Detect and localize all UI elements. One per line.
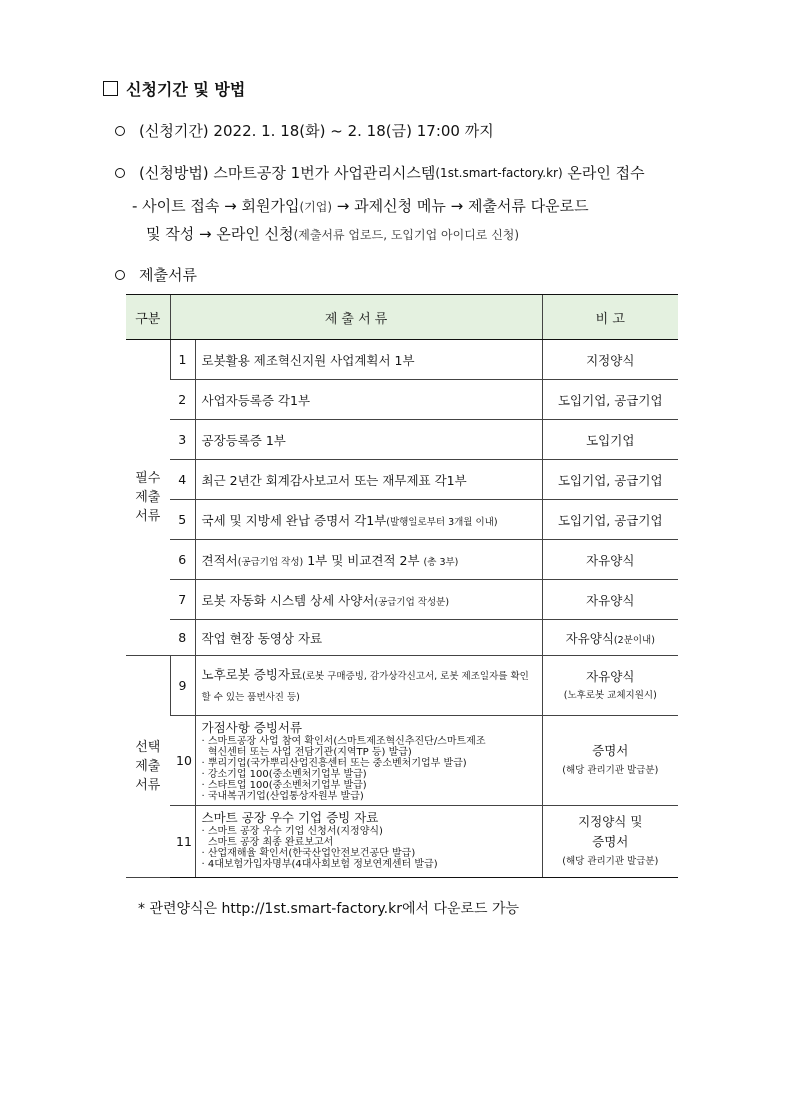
list-item: 혁신센터 또는 사업 전담기관(지역TP 등) 발급) <box>201 747 412 758</box>
section-title <box>103 77 245 100</box>
row-note: 지정양식 <box>542 340 678 380</box>
row-document-main: 노후로봇 증빙자료 <box>201 666 303 682</box>
row-document: 공장등록증 1부 <box>195 420 542 460</box>
row-document <box>195 716 542 806</box>
row-note: 도입기업, 공급기업 <box>542 500 678 540</box>
method-step1 <box>132 195 589 216</box>
list-item: · 스타트업 100(중소벤처기업부 발급) <box>201 780 367 791</box>
row-document-main: 가점사항 증빙서류 <box>201 720 303 735</box>
method-site-link[interactable]: (1st.smart-factory.kr) <box>435 165 563 180</box>
table-row <box>126 716 678 806</box>
table-row <box>126 540 678 580</box>
row-document <box>195 656 542 716</box>
row-note <box>542 806 678 878</box>
row-note-small: (노후로봇 교체지원시) <box>563 689 657 701</box>
row-note: 도입기업, 공급기업 <box>542 460 678 500</box>
row-note: 자유양식 <box>542 540 678 580</box>
required-category: 필수 제출 서류 <box>126 340 170 656</box>
method-step2 <box>146 223 519 244</box>
row-number: 2 <box>170 380 195 420</box>
row-note <box>542 620 678 656</box>
list-item: · 스마트 공장 우수 기업 신청서(지정양식) <box>201 826 383 837</box>
row-note <box>542 716 678 806</box>
list-item: · 강소기업 100(중소벤처기업부 발급) <box>201 769 367 780</box>
row-document-small: (공급기업 작성) <box>237 556 304 568</box>
table-header-row <box>126 295 678 340</box>
table-row <box>126 806 678 878</box>
list-item: · 뿌리기업(국가뿌리산업진흥센터 또는 중소벤처기업부 발급) <box>201 758 467 769</box>
table-row <box>126 580 678 620</box>
row-number: 6 <box>170 540 195 580</box>
period-text: (신청기간) 2022. 1. 18(화) ~ 2. 18(금) 17:00 까지 <box>139 122 494 140</box>
method-step1-rest: → 과제신청 메뉴 → 제출서류 다운로드 <box>332 197 589 215</box>
footer-note: * 관련양식은 http://1st.smart-factory.kr에서 다운로드 가능 <box>138 901 520 917</box>
circle-bullet-icon <box>115 168 125 178</box>
row-document-rest: 1부 및 비교견적 2부 <box>303 552 424 568</box>
list-item: · 스마트공장 사업 참여 확인서(스마트제조혁신추진단/스마트제조 <box>201 736 486 747</box>
row-note-main: 증명서 <box>592 742 629 758</box>
row-document-main: 국세 및 지방세 완납 증명서 각1부 <box>201 512 387 528</box>
row-note-small: (해당 관리기관 발급분) <box>562 855 659 867</box>
row-document <box>195 540 542 580</box>
row-note-main: 지정양식 및 증명서 <box>578 813 643 849</box>
row-note-small: (해당 관리기관 발급분) <box>562 764 659 776</box>
docs-heading <box>115 264 197 285</box>
optional-category: 선택 제출 서류 <box>126 656 170 878</box>
documents-table <box>126 294 678 878</box>
period-item <box>115 120 494 141</box>
row-number: 3 <box>170 420 195 460</box>
row-document: 사업자등록증 각1부 <box>195 380 542 420</box>
row-document-small: (발행일로부터 3개월 이내) <box>386 516 498 528</box>
table-row <box>126 500 678 540</box>
row-note: 도입기업 <box>542 420 678 460</box>
row-number: 5 <box>170 500 195 540</box>
row-document-main: 로봇 자동화 시스템 상세 사양서 <box>201 592 375 608</box>
list-item: 스마트 공장 최종 완료보고서 <box>201 837 334 848</box>
table-row <box>126 620 678 656</box>
row-number: 1 <box>170 340 195 380</box>
row-document: 최근 2년간 회계감사보고서 또는 재무제표 각1부 <box>195 460 542 500</box>
method-suffix: 온라인 접수 <box>562 164 645 182</box>
row-note-small: (2분이내) <box>613 634 655 646</box>
row-document-main: 스마트 공장 우수 기업 증빙 자료 <box>201 810 379 825</box>
section-title-text: 신청기간 및 방법 <box>126 80 246 99</box>
list-item: · 국내복귀기업(산업통상자원부 발급) <box>201 791 364 802</box>
row-document-small: (공급기업 작성분) <box>374 596 450 608</box>
checkbox-square-icon <box>103 81 118 96</box>
row-document <box>195 500 542 540</box>
row-document-small: (로봇 구매증빙, 감가상각신고서, 로봇 제조일자를 확인할 수 있는 품번사진 등) <box>201 670 529 703</box>
circle-bullet-icon <box>115 270 125 280</box>
method-step2-small: (제출서류 업로드, 도입기업 아이디로 신청) <box>293 228 520 242</box>
method-step1-small: (기업) <box>299 200 333 214</box>
list-item: · 산업재해율 확인서(한국산업안전보건공단 발급) <box>201 848 416 859</box>
method-step2-text: 및 작성 → 온라인 신청 <box>146 225 294 243</box>
method-item <box>115 162 645 183</box>
header-note: 비 고 <box>542 295 678 340</box>
row-note-main: 자유양식 <box>586 668 635 684</box>
docs-heading-text: 제출서류 <box>139 266 197 284</box>
table-row <box>126 420 678 460</box>
table-row <box>126 340 678 380</box>
row-number: 11 <box>170 806 195 878</box>
row-document <box>195 806 542 878</box>
header-docs: 제 출 서 류 <box>170 295 542 340</box>
row-note: 자유양식 <box>542 580 678 620</box>
method-text: (신청방법) 스마트공장 1번가 사업관리시스템 <box>139 164 436 182</box>
row-document-main: 견적서 <box>201 552 238 568</box>
row-number: 8 <box>170 620 195 656</box>
header-category: 구분 <box>126 295 170 340</box>
row-number: 9 <box>170 656 195 716</box>
row-document-small2: (총 3부) <box>423 556 459 568</box>
row-document <box>195 580 542 620</box>
row-document: 작업 현장 동영상 자료 <box>195 620 542 656</box>
table-row <box>126 656 678 716</box>
list-item: · 4대보험가입자명부(4대사회보험 정보연계센터 발급) <box>201 859 438 870</box>
row-number: 7 <box>170 580 195 620</box>
table-row <box>126 380 678 420</box>
row-note: 도입기업, 공급기업 <box>542 380 678 420</box>
table-row <box>126 460 678 500</box>
row-number: 4 <box>170 460 195 500</box>
row-note-main: 자유양식 <box>565 630 614 646</box>
row-note <box>542 656 678 716</box>
row-number: 10 <box>170 716 195 806</box>
method-step1-text: - 사이트 접속 → 회원가입 <box>132 197 300 215</box>
circle-bullet-icon <box>115 126 125 136</box>
row-document: 로봇활용 제조혁신지원 사업계획서 1부 <box>195 340 542 380</box>
